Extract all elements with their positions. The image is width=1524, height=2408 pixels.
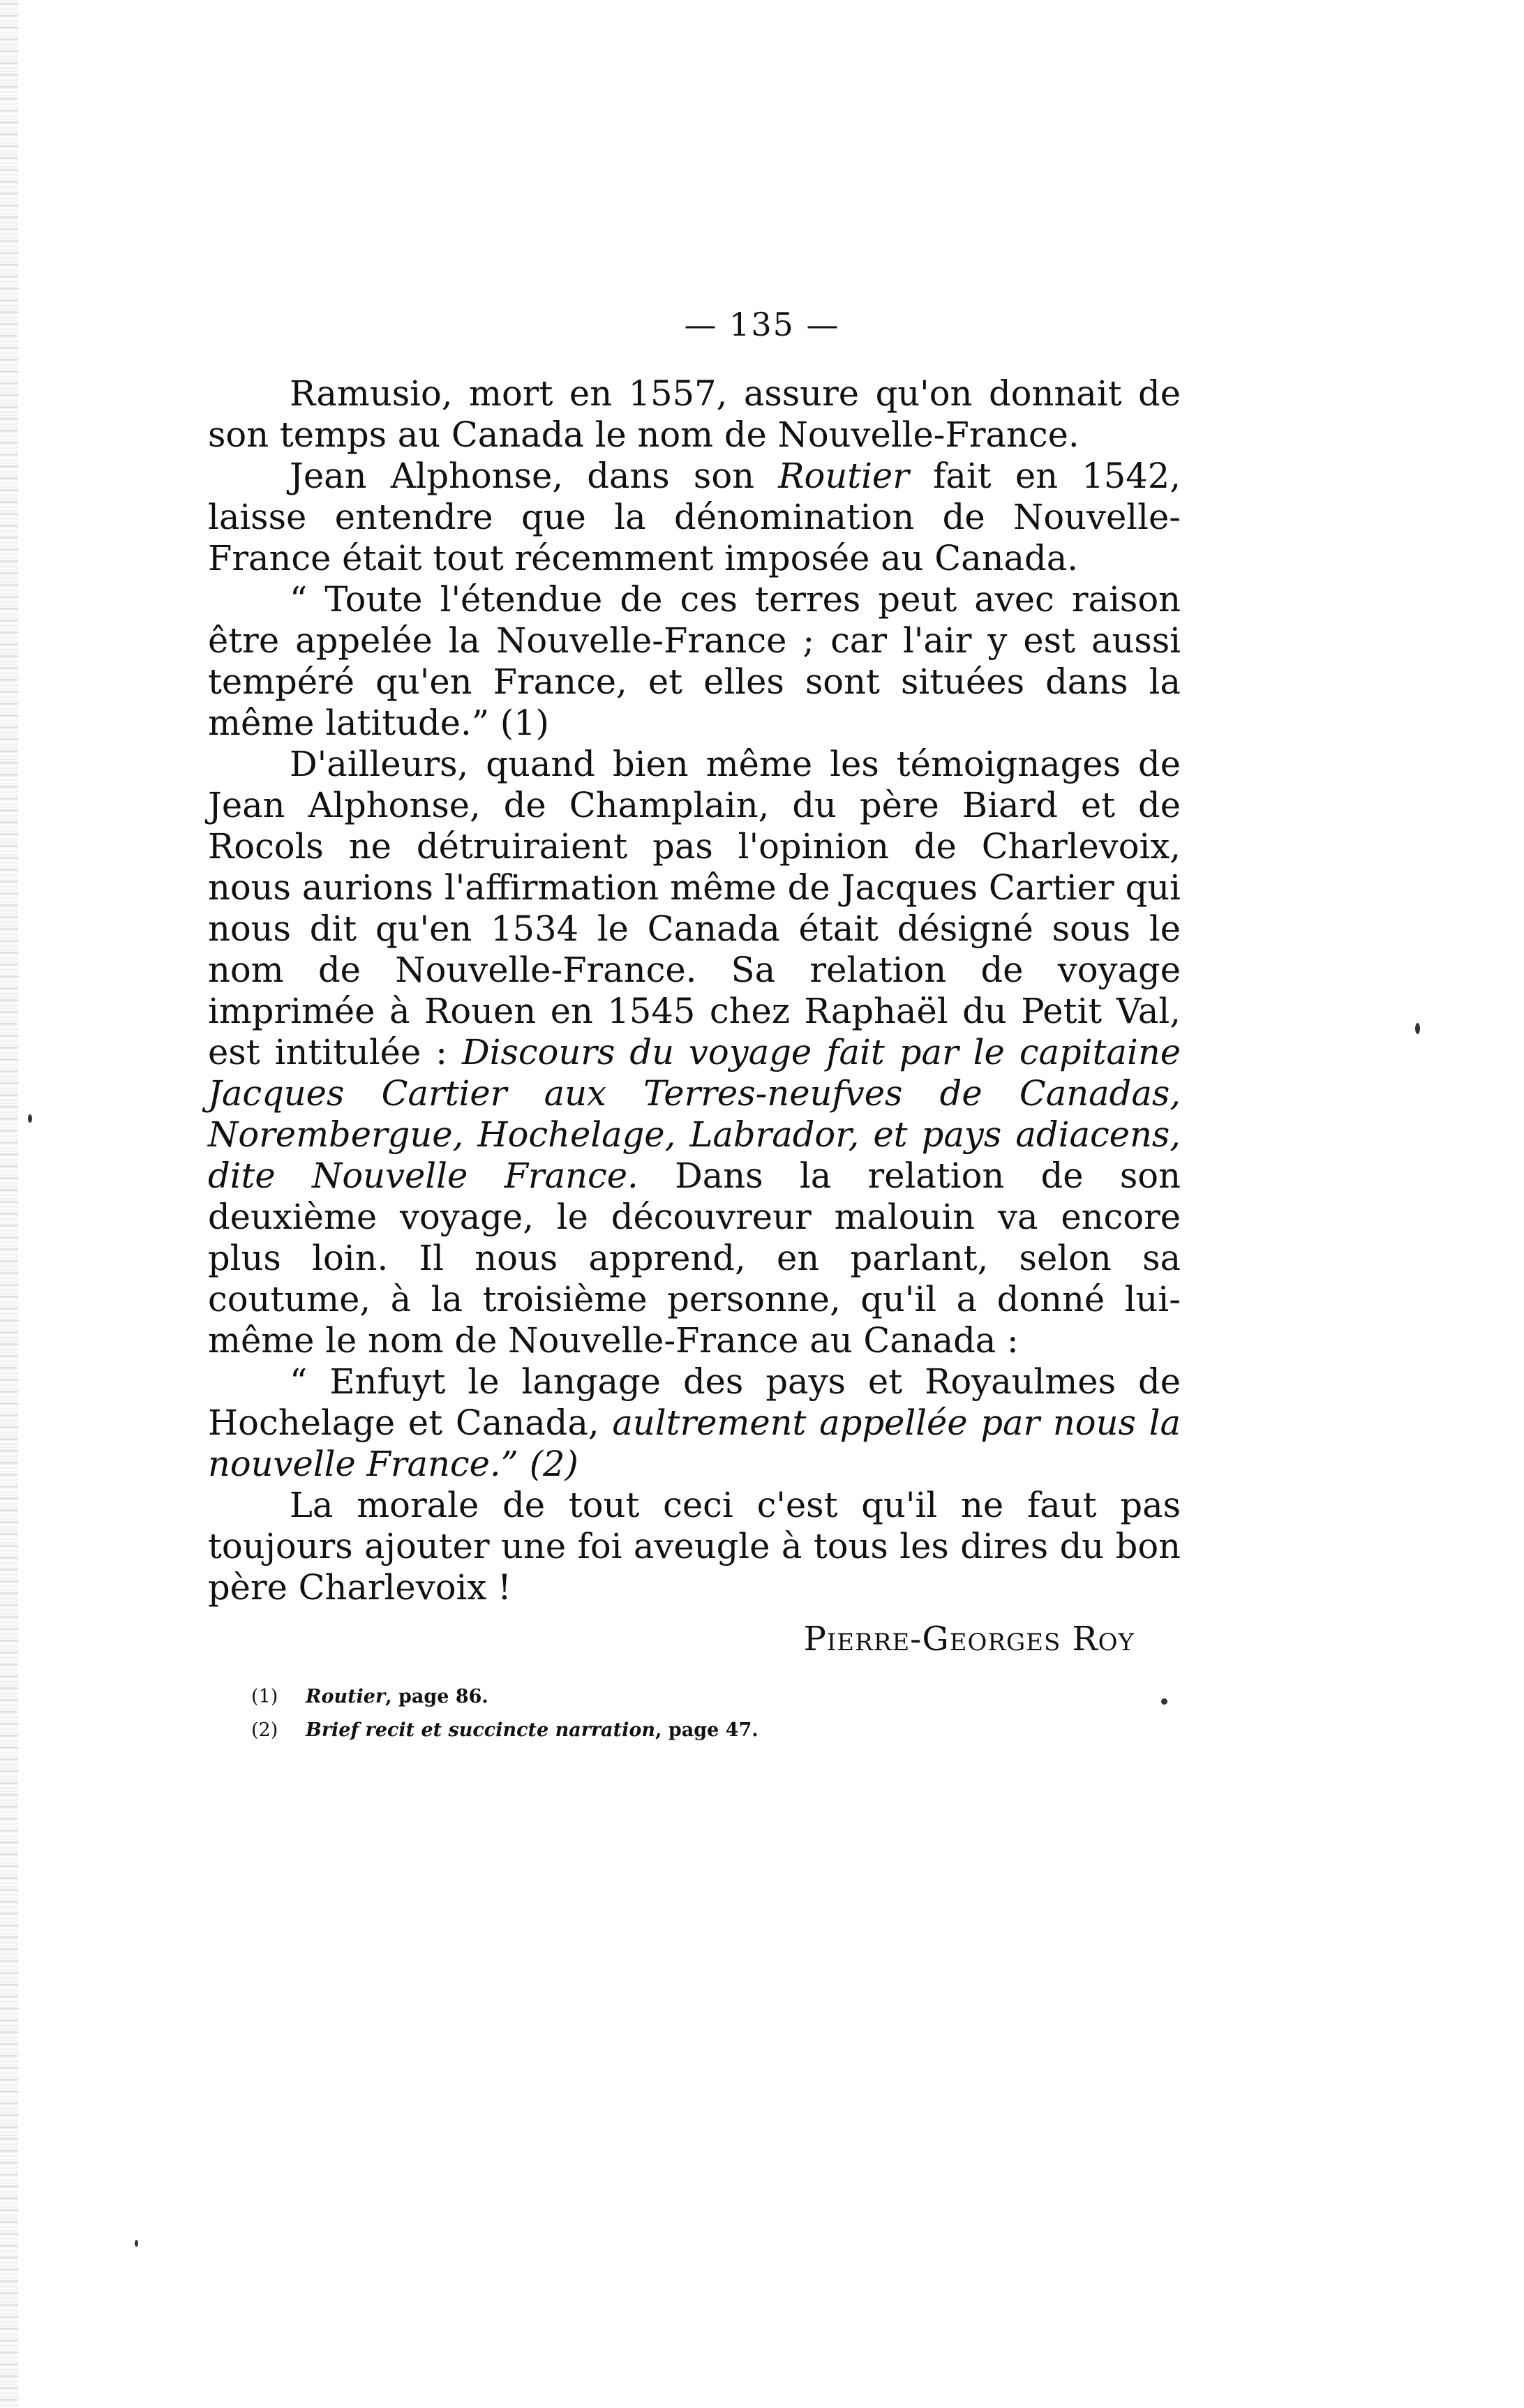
paragraph-ramusio: Ramusio, mort en 1557, assure qu'on donnait de son temps au Canada le nom de Nouvelle-France. — [208, 373, 1181, 455]
paragraph-text: Dans la relation de son deuxième voyage, le découvreur malouin va encore plus loin. Il nous apprend, en parlant, selon sa coutume, à la troisième personne, qu'il a donné lui-même le nom de Nouvelle-France au Canada : — [208, 1156, 1181, 1361]
footnote-text: , page 47. — [655, 1719, 759, 1741]
footnote-title: Brief recit et succincte narration — [306, 1719, 656, 1741]
paragraph-quote-cartier — [208, 1361, 1181, 1485]
quote-italic: aultrement appellée par nous la nouvelle France.” (2) — [208, 1403, 1181, 1484]
book-title-discours: Discours du voyage fait par le capitaine Jacques Cartier aux Terres-neufves de Canadas, Norembergue, Hochelage, Labrador, et pays adiacens, dite Nouvelle France. — [208, 1032, 1181, 1196]
ink-speck — [1161, 1698, 1167, 1705]
footnote-2 — [251, 1714, 1158, 1747]
paragraph-text: “ Enfuyt le langage des pays et Royaulmes de Hochelage et Canada, — [208, 1361, 1181, 1443]
paragraph-jean-alphonse — [208, 456, 1181, 579]
footnote-mark: (2) — [251, 1719, 278, 1741]
scan-edge-shadow — [0, 0, 18, 2408]
ink-speck — [28, 1114, 32, 1123]
ink-speck — [135, 2240, 138, 2247]
paragraph-text: D'ailleurs, quand bien même les témoignages de Jean Alphonse, de Champlain, du père Biard et de Rocols ne détruiraient pas l'opinion de Charlevoix, nous aurions l'affirmation même de Jacques Cartier qui nous dit qu'en 1534 le Canada était désigné sous le nom de Nouvelle-France. Sa relation de voyage imprimée à Rouen en 1545 chez Raphaël du Petit Val, est intitulée : — [208, 744, 1181, 1072]
book-title-routier: Routier — [778, 456, 909, 496]
footnote-1 — [251, 1680, 1158, 1714]
page-number: — 135 — — [684, 306, 840, 343]
paragraph-text: Jean Alphonse, dans son — [290, 456, 779, 496]
footnotes — [251, 1680, 1158, 1747]
footnote-mark: (1) — [251, 1686, 278, 1707]
footnote-title: Routier — [306, 1686, 386, 1707]
footnote-text: , page 86. — [385, 1686, 488, 1707]
body-text — [208, 373, 1181, 1608]
paragraph-cartier — [208, 744, 1181, 1361]
paragraph-text: fait en 1542, laisse entendre que la dénomination de Nouvelle-France était tout récemment imposée au Canada. — [208, 456, 1181, 578]
ink-speck — [1415, 1023, 1420, 1034]
paragraph-quote-routier: “ Toute l'étendue de ces terres peut avec raison être appelée la Nouvelle-France ; car l'air y est aussi tempéré qu'en France, et elles sont situées dans la même latitude.” (1) — [208, 579, 1181, 743]
author-signature: Pierre-Georges Roy — [803, 1620, 1135, 1659]
paragraph-morale: La morale de tout ceci c'est qu'il ne faut pas toujours ajouter une foi aveugle à tous les dires du bon père Charlevoix ! — [208, 1485, 1181, 1608]
